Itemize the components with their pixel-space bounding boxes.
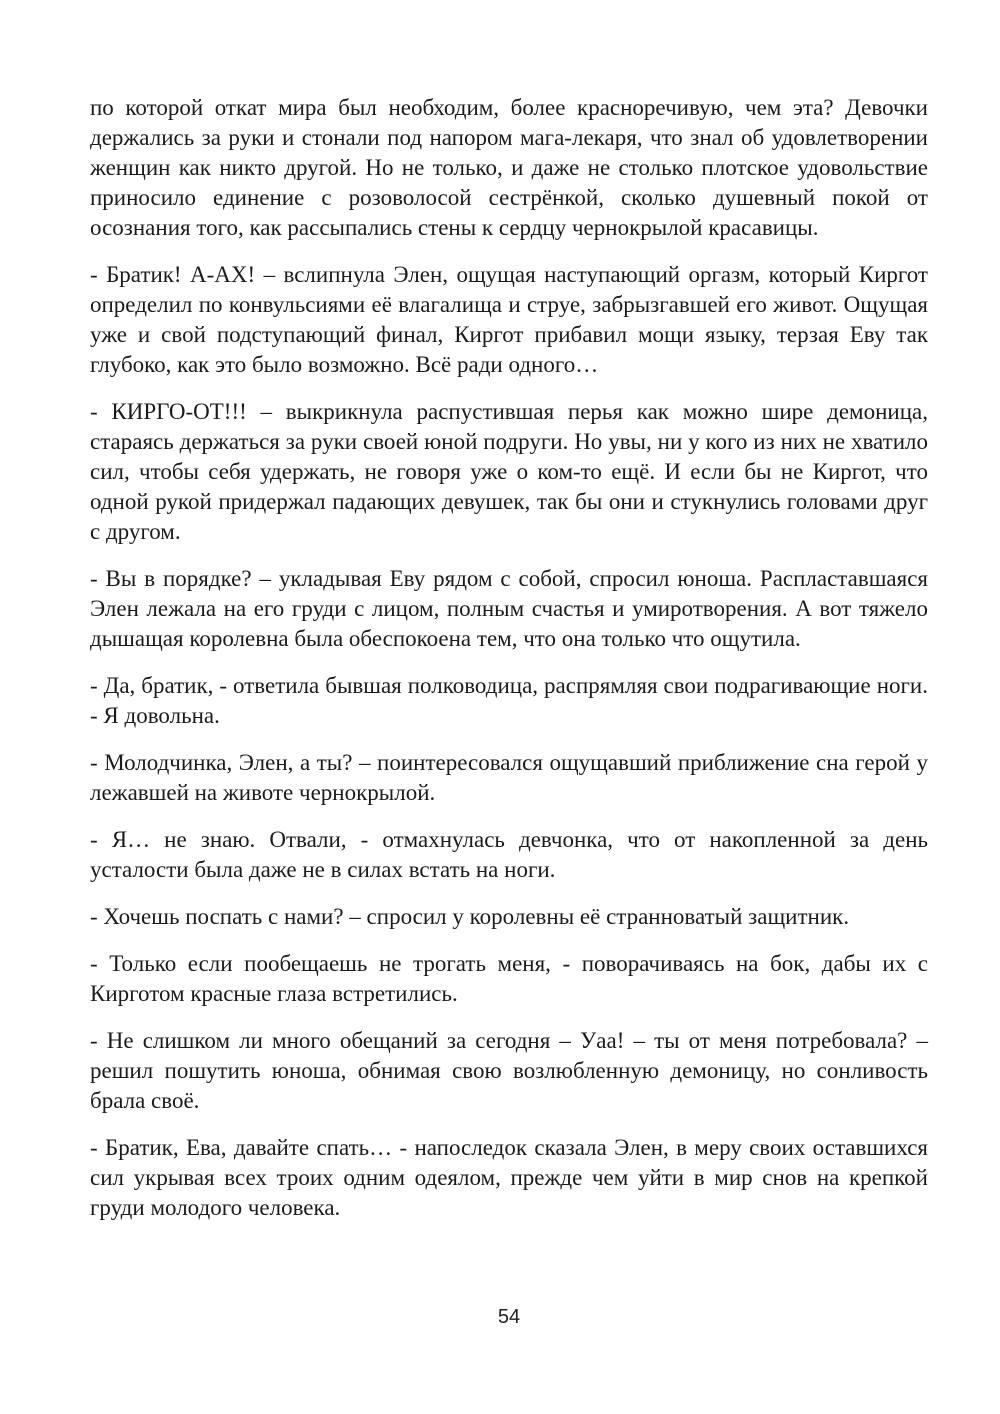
paragraph: - Братик! А-АХ! – вслипнула Элен, ощущая наступающий оргазм, который Киргот определил по конвульсиями её влагалища и струе, забрызгавшей его живот. Ощущая уже и свой подступающий финал, Киргот прибавил мощи языку, терзая Еву так глубоко, как это было возможно. Всё ради одного… [90,262,928,377]
text-block [90,93,928,1223]
paragraph: - Не слишком ли много обещаний за сегодня – Уаа! – ты от меня потребовала? – решил пошутить юноша, обнимая свою возлюбленную демоницу, но сонливость брала своё. [90,1028,928,1113]
page-number: 54 [497,1306,521,1328]
paragraph: - Хочешь поспать с нами? – спросил у королевны её странноватый защитник. [90,904,850,929]
paragraph: - Вы в порядке? – укладывая Еву рядом с собой, спросил юноша. Распластавшаяся Элен лежала на его груди с лицом, полным счастья и умиротворения. А вот тяжело дышащая королевна была обеспокоена тем, что она только что ощутила. [90,566,928,651]
paragraph: - Молодчинка, Элен, а ты? – поинтересовался ощущавший приближение сна герой у лежавшей на животе чернокрылой. [90,750,928,805]
paragraph: - Я… не знаю. Отвали, - отмахнулась девчонка, что от накопленной за день усталости была даже не в силах встать на ноги. [90,827,928,882]
paragraph: по которой откат мира был необходим, более красноречивую, чем эта? Девочки держались за руки и стонали под напором мага-лекаря, что знал об удовлетворении женщин как никто другой. Но не только, и даже не столько плотское удовольствие приносило единение с розоволосой сестрёнкой, сколько душевный покой от осознания того, как рассыпались стены к сердцу чернокрылой красавицы. [90,95,928,240]
paragraph: - Только если пообещаешь не трогать меня, - поворачиваясь на бок, дабы их с Кирготом красные глаза встретились. [90,951,928,1006]
paragraph: - Да, братик, - ответила бывшая полководица, распрямляя свои подрагивающие ноги. - Я довольна. [90,673,928,728]
paragraph: - КИРГО-ОТ!!! – выкрикнула распустившая перья как можно шире демоница, стараясь держаться за руки своей юной подруги. Но увы, ни у кого из них не хватило сил, чтобы себя удержать, не говоря уже о ком-то ещё. И если бы не Киргот, что одной рукой придержал падающих девушек, так бы они и стукнулись головами друг с другом. [90,399,928,544]
paragraph: - Братик, Ева, давайте спать… - напоследок сказала Элен, в меру своих оставшихся сил укрывая всех троих одним одеялом, прежде чем уйти в мир снов на крепкой груди молодого человека. [90,1135,928,1220]
